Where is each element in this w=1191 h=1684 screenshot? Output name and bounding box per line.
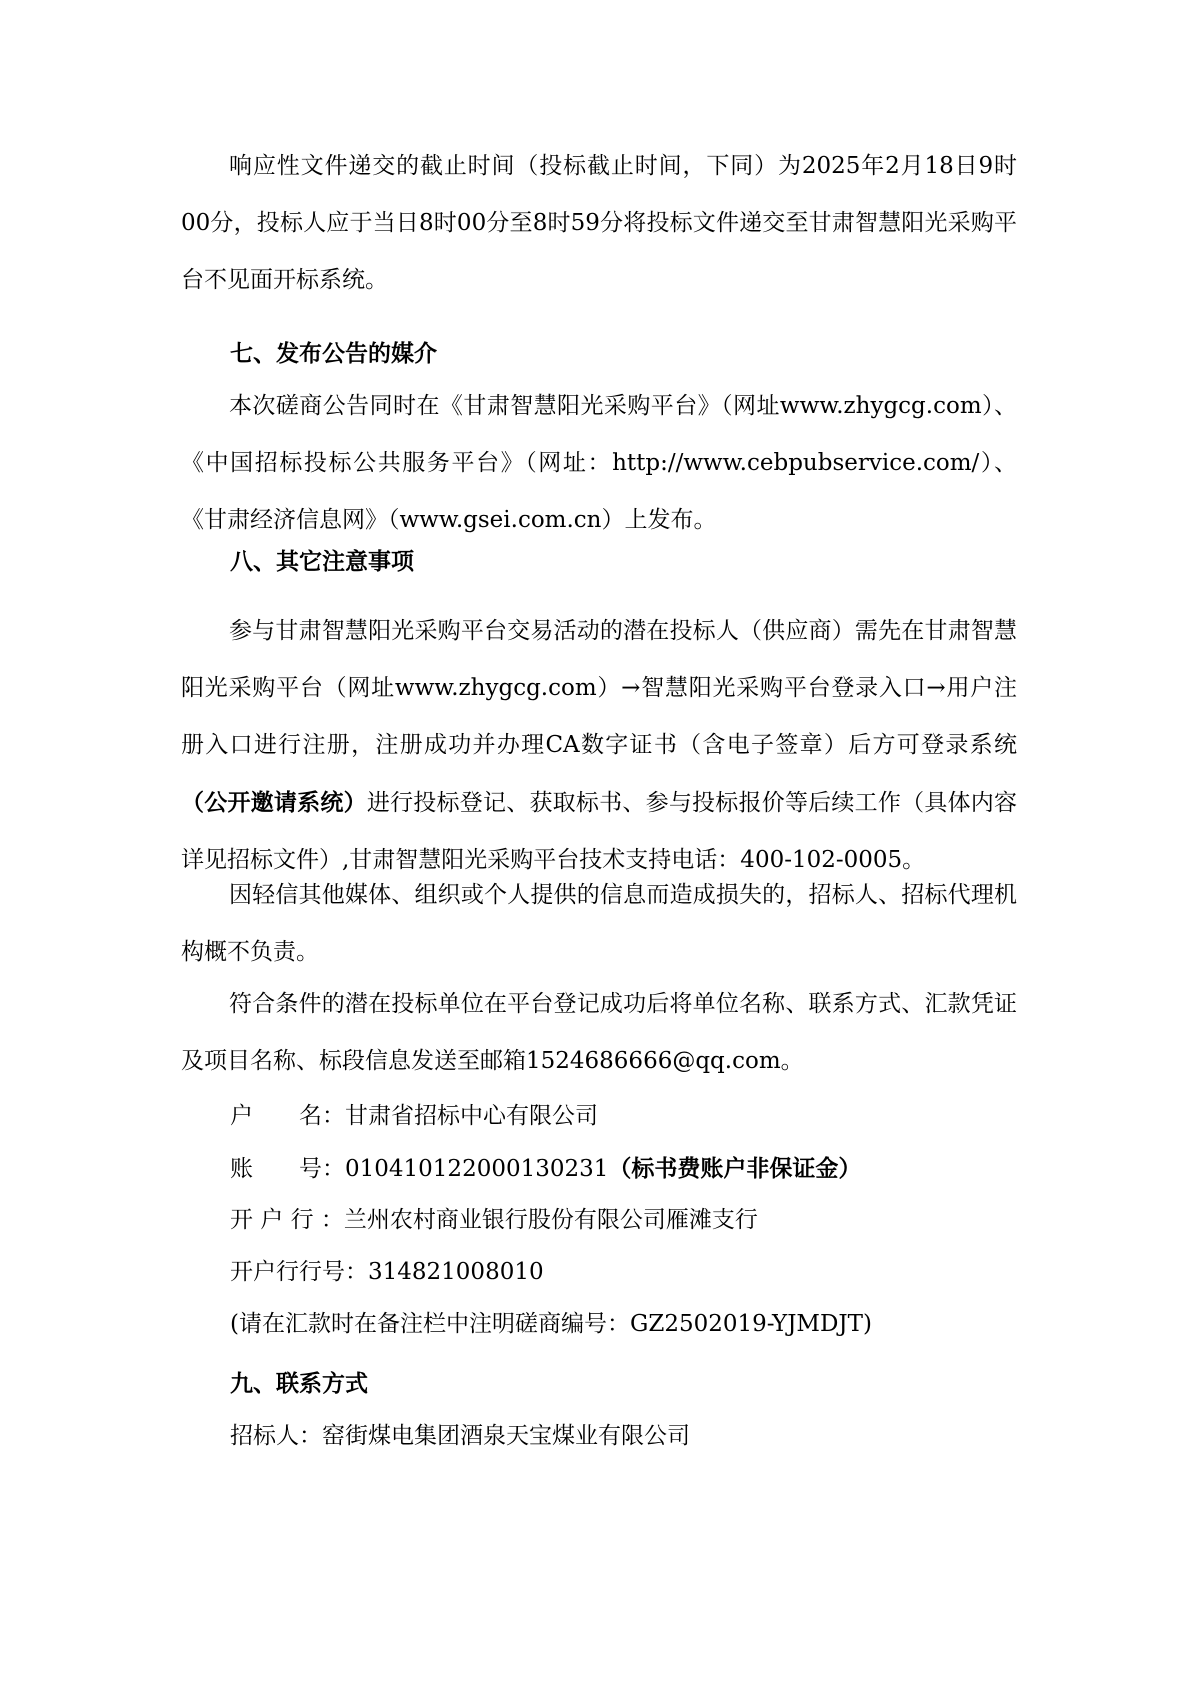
- registration-text-b: 进行投标登记、获取标书、参与投标报价等后续工作（具体内容详见招标文件）,甘肃智慧阳光采购平台技术支持电话：400-102-0005。: [181, 790, 1018, 873]
- remark-line: (请在汇款时在备注栏中注明磋商编号：GZ2502019-YJMDJT): [230, 1311, 872, 1337]
- tenderer-line: 招标人：窑街煤电集团酒泉天宝煤业有限公司: [230, 1423, 690, 1449]
- section-9-heading: 九、联系方式: [230, 1370, 368, 1397]
- registration-system-bold: （公开邀请系统）: [181, 789, 367, 816]
- email-paragraph: 符合条件的潜在投标单位在平台登记成功后将单位名称、联系方式、汇款凭证及项目名称、标段信息发送至邮箱1524686666@qq.com。: [181, 991, 1017, 1074]
- section-8-registration-paragraph: [181, 603, 1017, 889]
- section-7-body: 本次磋商公告同时在《甘肃智慧阳光采购平台》（网址www.zhygcg.com）、《中国招标投标公共服务平台》（网址：http://www.cebpubservice.com/）、《甘肃经济信息网》（www.gsei.com.cn）上发布。: [181, 393, 1017, 533]
- account-number-line: [230, 1140, 861, 1198]
- section-8-heading: 八、其它注意事项: [230, 548, 414, 575]
- bank-code-line: 开户行行号：314821008010: [230, 1259, 544, 1285]
- account-number-text: 账 号：010410122000130231: [230, 1156, 609, 1182]
- bank-line: 开 户 行 ：兰州农村商业银行股份有限公司雁滩支行: [230, 1207, 758, 1233]
- account-number-note: （标书费账户非保证金）: [608, 1155, 862, 1182]
- disclaimer-paragraph: 因轻信其他媒体、组织或个人提供的信息而造成损失的，招标人、招标代理机构概不负责。: [181, 882, 1017, 965]
- deadline-paragraph: 响应性文件递交的截止时间（投标截止时间，下同）为2025年2月18日9时00分，投标人应于当日8时00分至8时59分将投标文件递交至甘肃智慧阳光采购平台不见面开标系统。: [181, 153, 1017, 293]
- registration-text-a: 参与甘肃智慧阳光采购平台交易活动的潜在投标人（供应商）需先在甘肃智慧阳光采购平台（网址www.zhygcg.com）→智慧阳光采购平台登录入口→用户注册入口进行注册，注册成功并办理CA数字证书（含电子签章）后方可登录系统: [181, 618, 1017, 758]
- account-name-line: 户 名：甘肃省招标中心有限公司: [230, 1103, 598, 1129]
- section-7-heading: 七、发布公告的媒介: [230, 340, 437, 367]
